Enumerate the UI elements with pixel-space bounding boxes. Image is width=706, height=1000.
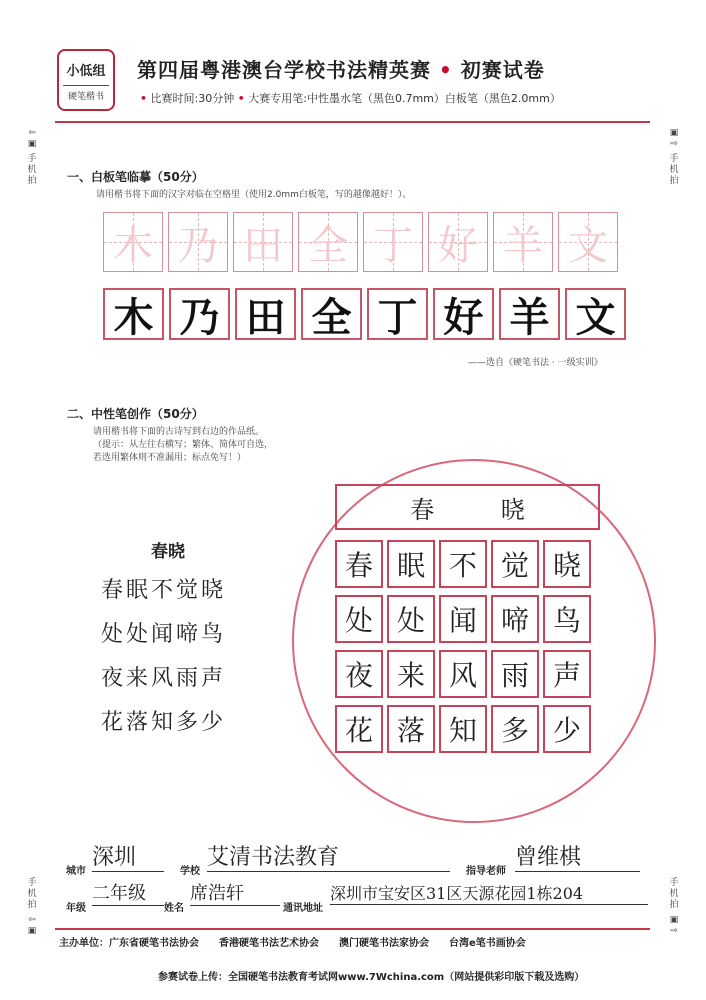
side-camera-top-right: ▣ ⇨ 手机拍 <box>669 128 679 186</box>
trace-cell[interactable]: 好 <box>428 212 488 272</box>
work-cell[interactable]: 风 <box>439 650 487 698</box>
footer-divider <box>55 928 650 930</box>
title-separator: • <box>438 58 453 82</box>
address-label: 通讯地址 <box>283 903 323 914</box>
badge-group-label: 小低组 <box>66 64 106 79</box>
model-cell: 丁 <box>367 288 428 340</box>
exam-pen: 大赛专用笔:中性墨水笔（黑色0.7mm）白板笔（黑色2.0mm） <box>248 92 561 105</box>
title-main: 第四届粤港澳台学校书法精英赛 <box>137 58 431 82</box>
poem-title: 春晓 <box>151 542 185 562</box>
work-cell[interactable]: 花 <box>335 705 383 753</box>
trace-cell[interactable]: 全 <box>298 212 358 272</box>
grade-field[interactable]: 二年级 <box>92 879 164 906</box>
work-cell[interactable]: 夜 <box>335 650 383 698</box>
work-cell[interactable]: 处 <box>387 595 435 643</box>
section1-source: ——选自《硬笔书法 · 一级实训》 <box>468 358 603 368</box>
organizers: 主办单位：广东省硬笔书法协会 香港硬笔书法艺术协会 澳门硬笔书法家协会 台湾e笔书画协会 <box>59 938 526 949</box>
model-cell: 木 <box>103 288 164 340</box>
school-field[interactable]: 艾清书法教育 <box>207 840 450 872</box>
work-cell[interactable]: 不 <box>439 540 487 588</box>
trace-cell[interactable]: 文 <box>558 212 618 272</box>
model-row <box>103 288 631 340</box>
school-label: 学校 <box>180 866 200 877</box>
side-camera-bottom-right: 手机拍 ▣ ⇨ <box>669 878 679 936</box>
poem-line: 夜来风雨声 <box>101 666 227 691</box>
work-cell[interactable]: 啼 <box>491 595 539 643</box>
trace-cell[interactable]: 木 <box>103 212 163 272</box>
work-cell[interactable]: 雨 <box>491 650 539 698</box>
work-cell[interactable]: 知 <box>439 705 487 753</box>
section1-heading: 一、白板笔临摹（50分） <box>67 170 204 184</box>
name-label: 姓名 <box>164 903 184 914</box>
work-cell[interactable]: 落 <box>387 705 435 753</box>
poem-line: 春眠不觉晓 <box>101 578 227 603</box>
trace-cell[interactable]: 羊 <box>493 212 553 272</box>
model-cell: 文 <box>565 288 626 340</box>
title-tail: 初赛试卷 <box>460 58 545 82</box>
work-cell[interactable]: 多 <box>491 705 539 753</box>
section2-instruction: 请用楷书将下面的古诗写到右边的作品纸。 （提示：从左往右横写；繁体、简体可自选， 若选用繁体则不准漏用；标点免写！） <box>93 427 274 463</box>
name-field[interactable]: 席浩轩 <box>190 879 280 906</box>
teacher-label: 指导老师 <box>466 866 506 877</box>
header-divider <box>55 121 650 123</box>
side-camera-bottom-left: 手机拍 ⇦ ▣ <box>27 878 37 936</box>
exam-info: • 比赛时间:30分钟 • 大赛专用笔:中性墨水笔（黑色0.7mm）白板笔（黑色2.0mm） <box>140 92 561 105</box>
city-field[interactable]: 深圳 <box>92 840 164 872</box>
exam-time: 比赛时间:30分钟 <box>150 92 235 105</box>
work-cell[interactable]: 声 <box>543 650 591 698</box>
city-label: 城市 <box>66 866 86 877</box>
work-cell[interactable]: 晓 <box>543 540 591 588</box>
work-grid <box>335 540 601 760</box>
work-cell[interactable]: 闻 <box>439 595 487 643</box>
badge-style-label: 硬笔楷书 <box>67 92 104 102</box>
page-title <box>137 54 545 83</box>
model-cell: 乃 <box>169 288 230 340</box>
model-cell: 全 <box>301 288 362 340</box>
group-badge <box>57 49 115 111</box>
upload-info: 参赛试卷上传：全国硬笔书法教育考试网www.7Wchina.com（网站提供彩印版下载及选购） <box>158 972 585 983</box>
work-cell[interactable]: 处 <box>335 595 383 643</box>
work-title-char: 晓 <box>500 495 525 524</box>
grade-label: 年级 <box>66 903 86 914</box>
trace-row <box>103 212 623 272</box>
trace-cell[interactable]: 田 <box>233 212 293 272</box>
side-camera-top-left: ⇦ ▣ 手机拍 <box>27 128 37 186</box>
work-cell[interactable]: 觉 <box>491 540 539 588</box>
model-cell: 羊 <box>499 288 560 340</box>
section2-heading: 二、中性笔创作（50分） <box>67 407 204 421</box>
work-title-char: 春 <box>410 495 435 524</box>
poem-line: 花落知多少 <box>101 710 227 735</box>
address-field[interactable]: 深圳市宝安区31区天源花园1栋204 <box>330 881 648 905</box>
model-cell: 田 <box>235 288 296 340</box>
teacher-field[interactable]: 曾维棋 <box>515 840 640 872</box>
work-cell[interactable]: 鸟 <box>543 595 591 643</box>
work-cell[interactable]: 来 <box>387 650 435 698</box>
poem-line: 处处闻啼鸟 <box>101 622 227 647</box>
model-cell: 好 <box>433 288 494 340</box>
work-title-box[interactable] <box>335 484 600 530</box>
work-cell[interactable]: 眠 <box>387 540 435 588</box>
work-cell[interactable]: 少 <box>543 705 591 753</box>
trace-cell[interactable]: 乃 <box>168 212 228 272</box>
section1-instruction: 请用楷书将下面的汉字对临在空格里（使用2.0mm白板笔，写的越像越好！）。 <box>96 190 412 200</box>
trace-cell[interactable]: 丁 <box>363 212 423 272</box>
work-cell[interactable]: 春 <box>335 540 383 588</box>
